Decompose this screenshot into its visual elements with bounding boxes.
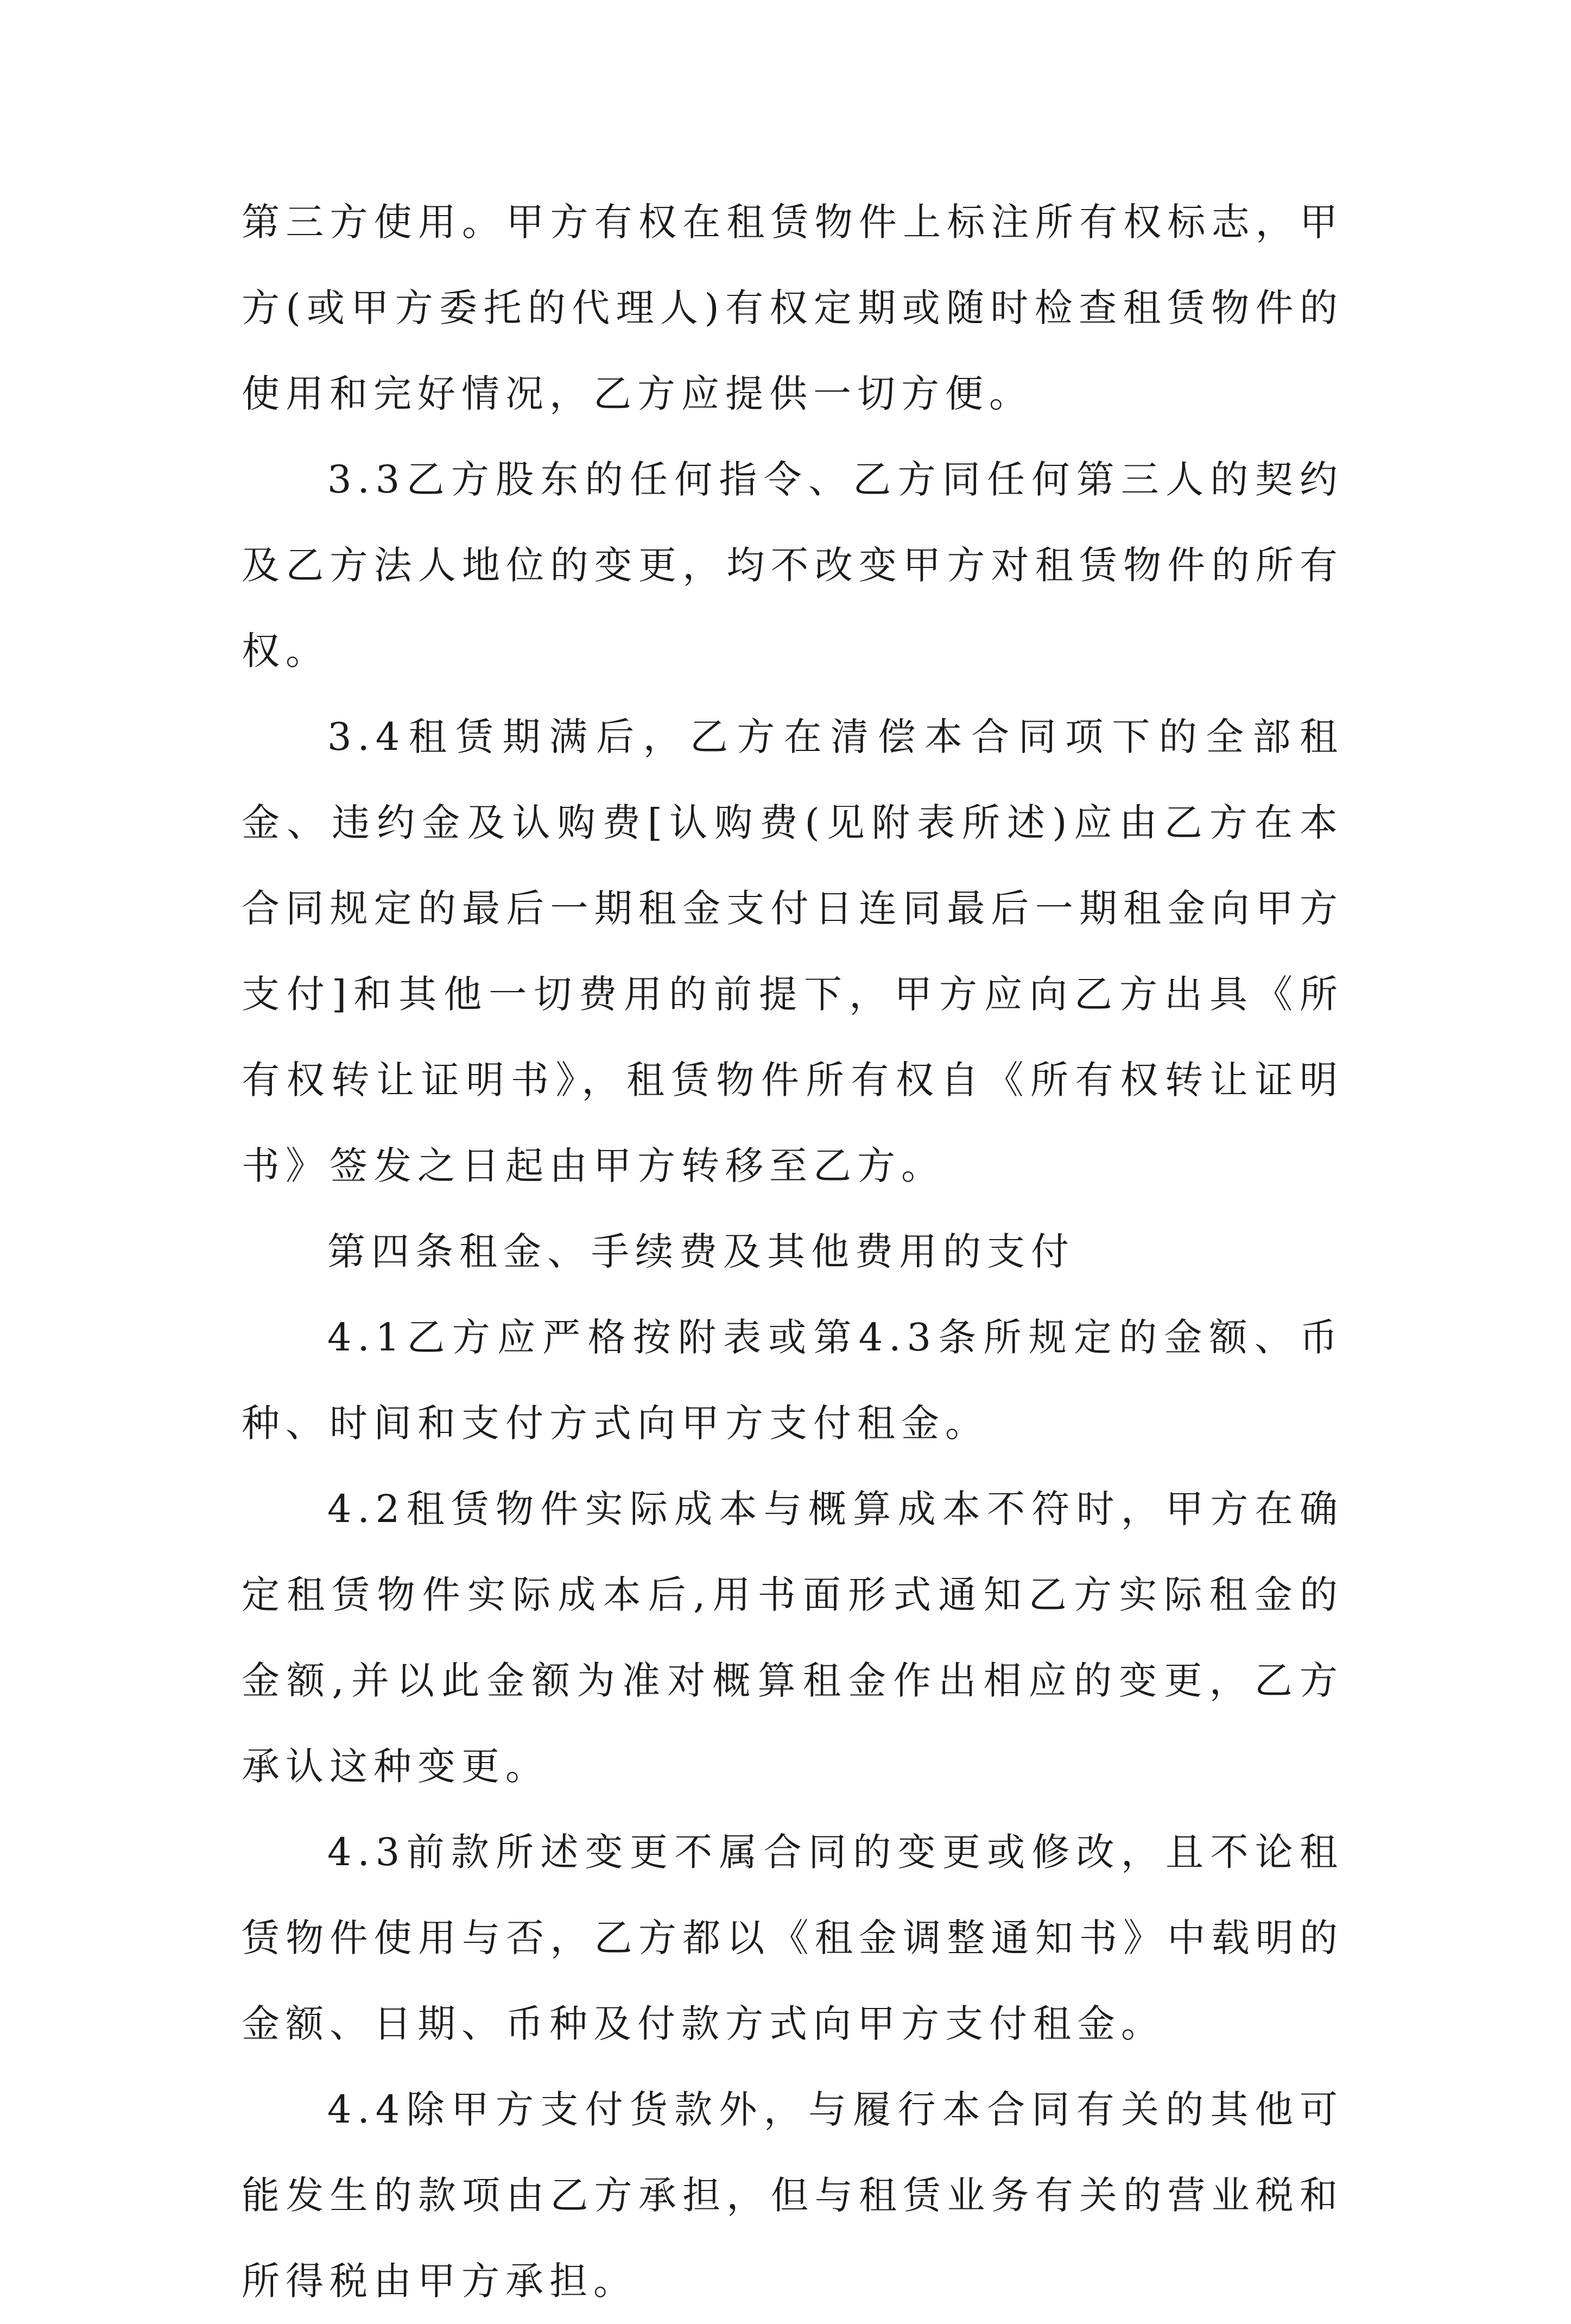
paragraph-ownership-inspection: 第三方使用。甲方有权在租赁物件上标注所有权标志，甲方(或甲方委托的代理人)有权定期或随时检查租赁物件的使用和完好情况，乙方应提供一切方便。 [242,200,1344,416]
paragraph-4-3: 4.3前款所述变更不属合同的变更或修改，且不论租赁物件使用与否，乙方都以《租金调整通知书》中载明的金额、日期、币种及付款方式向甲方支付租金。 [242,1830,1344,2046]
section-heading-article-4: 第四条租金、手续费及其他费用的支付 [327,1229,1075,1274]
paragraph-3-3: 3.3乙方股东的任何指令、乙方同任何第三人的契约及乙方法人地位的变更，均不改变甲方对租赁物件的所有权。 [242,457,1344,673]
paragraph-3-4: 3.4租赁期满后，乙方在清偿本合同项下的全部租金、违约金及认购费[认购费(见附表所述)应由乙方在本合同规定的最后一期租金支付日连同最后一期租金向甲方支付]和其他一切费用的前提下，甲方应向乙方出具《所有权转让证明书》，租赁物件所有权自《所有权转让证明书》签发之日起由甲方转移至乙方。 [242,715,1344,1188]
paragraph-4-2: 4.2租赁物件实际成本与概算成本不符时，甲方在确定租赁物件实际成本后,用书面形式通知乙方实际租金的金额,并以此金额为准对概算租金作出相应的变更，乙方承认这种变更。 [242,1487,1344,1789]
document-body [242,179,1344,2324]
paragraph-4-1: 4.1乙方应严格按附表或第4.3条所规定的金额、币种、时间和支付方式向甲方支付租金。 [242,1315,1344,1445]
paragraph-4-4: 4.4除甲方支付货款外，与履行本合同有关的其他可能发生的款项由乙方承担，但与租赁业务有关的营业税和所得税由甲方承担。 [242,2087,1344,2303]
